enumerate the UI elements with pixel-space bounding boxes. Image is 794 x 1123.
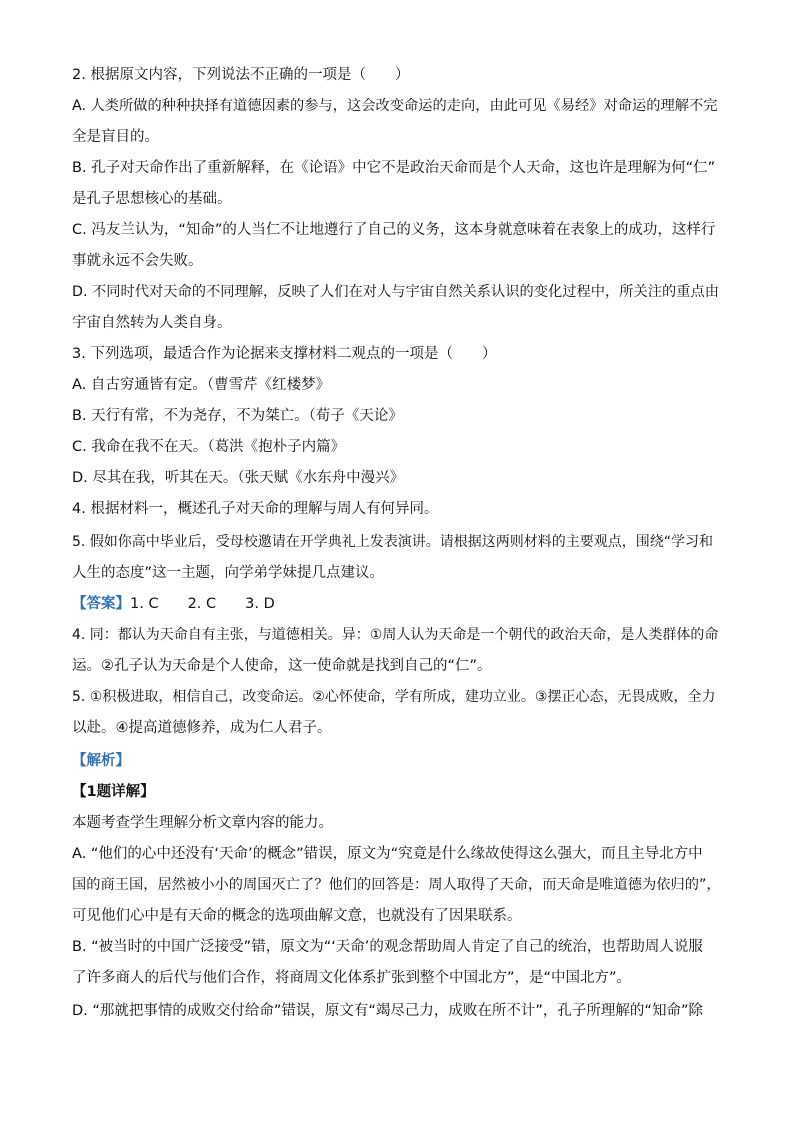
q2-option-c-line2: 事就永远不会失败。 (72, 253, 203, 269)
analysis-sub-heading: 【1题详解】 (72, 784, 155, 800)
q3-option-c: C. 我命在我不在天。（葛洪《抱朴子内篇》 (72, 439, 346, 455)
q3-option-b: B. 天行有常，不为尧存，不为桀亡。（荀子《天论》 (72, 408, 403, 424)
q2-stem: 2. 根据原文内容，下列说法不正确的一项是（ ） (72, 67, 410, 83)
analysis-intro: 本题考查学生理解分析文章内容的能力。 (72, 815, 333, 831)
q2-option-d-line1: D. 不同时代对天命的不同理解，反映了人们在对人与宇宙自然关系认识的变化过程中，所关注的重点由 (72, 284, 720, 300)
answer-choices: 1. C 2. C 3. D (130, 596, 275, 612)
analysis-b-line1: B. “被当时的中国广泛接受”错，原文为“‘天命’的观念帮助周人肯定了自己的统治，也帮助周人说服 (72, 939, 703, 955)
q3-stem: 3. 下列选项，最适合作为论据来支撑材料二观点的一项是（ ） (72, 346, 497, 362)
answer-4-line1: 4. 同：都认为天命自有主张，与道德相关。异：①周人认为天命是一个朝代的政治天命，是人类群体的命 (72, 627, 719, 643)
q2-option-c-line1: C. 冯友兰认为，“知命”的人当仁不让地遵行了自己的义务，这本身就意味着在表象上的成功，这样行 (72, 222, 716, 238)
analysis-a-line1: A. “他们的心中还没有‘天命’的概念”错误，原文为“究竟是什么缘故使得这么强大，而且主导北方中 (72, 846, 703, 862)
analysis-a-line3: 可见他们心中是有天命的概念的选项曲解文意，也就没有了因果联系。 (72, 908, 522, 924)
q4-stem: 4. 根据材料一，概述孔子对天命的理解与周人有何异同。 (72, 501, 439, 517)
q2-option-a-line1: A. 人类所做的种种抉择有道德因素的参与，这会改变命运的走向，由此可见《易经》对命运的理解不完 (72, 98, 718, 114)
answer-5-line1: 5. ①积极进取，相信自己，改变命运。②心怀使命，学有所成，建功立业。③摆正心态，无畏成败，全力 (72, 689, 716, 705)
q3-option-a: A. 自古穷通皆有定。（曹雪芹《红楼梦》 (72, 377, 331, 393)
q2-option-a-line2: 全是盲目的。 (72, 129, 159, 145)
analysis-label-line (72, 751, 722, 771)
q5-stem-line1: 5. 假如你高中毕业后，受母校邀请在开学典礼上发表演讲。请根据这两则材料的主要观点，围绕“学习和 (72, 534, 714, 550)
analysis-d-line1: D. “那就把事情的成败交付给命”错误，原文有“竭尽己力，成败在所不计”，孔子所理解的“知命”除 (72, 1003, 703, 1019)
answer-4-line2: 运。②孔子认为天命是个人使命，这一使命就是找到自己的“仁”。 (72, 658, 492, 674)
q2-option-b-line1: B. 孔子对天命作出了重新解释，在《论语》中它不是政治天命而是个人天命，这也许是理解为何“仁” (72, 160, 716, 176)
analysis-b-line2: 了许多商人的后代与他们合作，将商周文化体系扩张到整个中国北方”，是“中国北方”。 (72, 970, 632, 986)
answer-5-line2: 以赴。④提高道德修养，成为仁人君子。 (72, 720, 332, 736)
answer-label: 【答案】 (72, 596, 130, 612)
q5-stem-line2: 人生的态度”这一主题，向学弟学妹提几点建议。 (72, 565, 385, 581)
q2-option-d-line2: 宇宙自然转为人类自身。 (72, 315, 232, 331)
q3-option-d: D. 尽其在我，听其在天。（张天赋《水东舟中漫兴》 (72, 470, 405, 486)
answer-line (72, 594, 722, 614)
analysis-label: 【解析】 (72, 753, 130, 769)
q2-option-b-line2: 是孔子思想核心的基础。 (72, 191, 232, 207)
analysis-a-line2: 国的商王国，居然被小小的周国灭亡了？他们的回答是：周人取得了天命，而天命是唯道德为依归的”， (72, 877, 721, 893)
